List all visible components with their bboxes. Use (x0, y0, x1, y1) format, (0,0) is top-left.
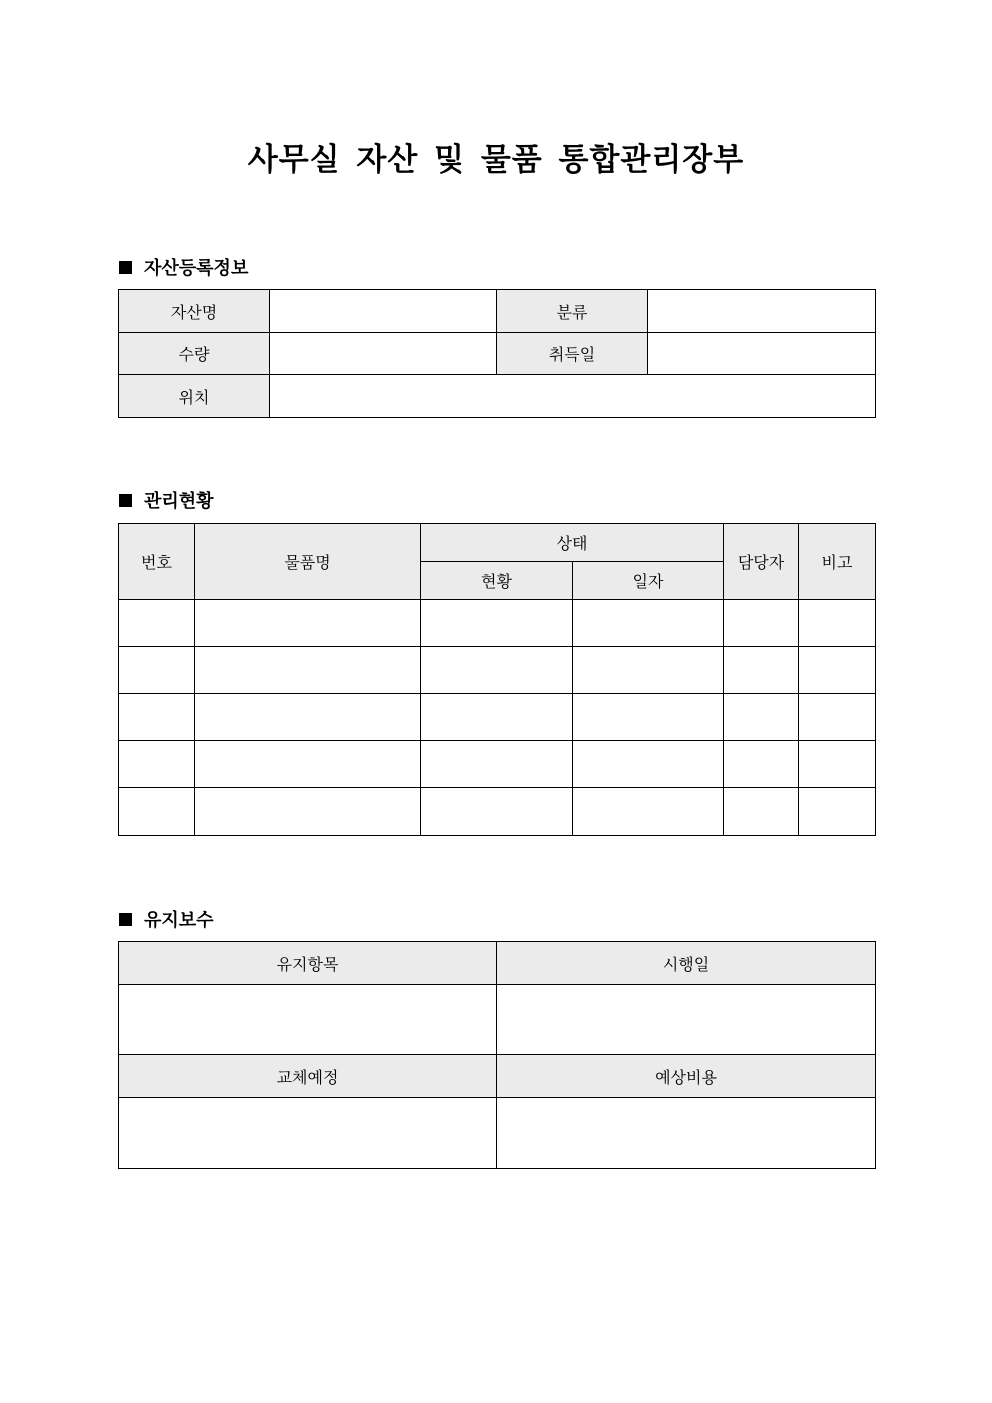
maintenance-table (118, 941, 876, 1169)
cell-current[interactable] (421, 647, 573, 694)
field-acquired-date[interactable] (648, 333, 876, 375)
cell-item-name[interactable] (195, 600, 421, 647)
label-acquired-date: 취득일 (497, 333, 648, 375)
label-estimated-cost: 예상비용 (497, 1055, 876, 1098)
label-quantity: 수량 (119, 333, 270, 375)
cell-number[interactable] (119, 600, 195, 647)
cell-current[interactable] (421, 694, 573, 741)
cell-number[interactable] (119, 788, 195, 836)
square-bullet-icon (119, 261, 132, 274)
cell-item-name[interactable] (195, 741, 421, 788)
cell-item-name[interactable] (195, 788, 421, 836)
cell-remarks[interactable] (799, 647, 876, 694)
cell-manager[interactable] (724, 647, 799, 694)
table-row (119, 600, 876, 647)
cell-manager[interactable] (724, 600, 799, 647)
section-heading-asset-registration (119, 254, 248, 280)
cell-current[interactable] (421, 600, 573, 647)
square-bullet-icon (119, 494, 132, 507)
field-location[interactable] (270, 375, 876, 418)
cell-date[interactable] (573, 647, 724, 694)
cell-date[interactable] (573, 788, 724, 836)
cell-item-name[interactable] (195, 694, 421, 741)
cell-date[interactable] (573, 741, 724, 788)
cell-manager[interactable] (724, 741, 799, 788)
header-manager: 담당자 (724, 524, 799, 600)
field-performed-date[interactable] (497, 985, 876, 1055)
management-status-table (118, 523, 876, 836)
field-asset-name[interactable] (270, 290, 497, 333)
cell-number[interactable] (119, 647, 195, 694)
square-bullet-icon (119, 913, 132, 926)
asset-registration-table (118, 289, 876, 418)
label-location: 위치 (119, 375, 270, 418)
section-heading-label: 자산등록정보 (144, 258, 249, 279)
header-number: 번호 (119, 524, 195, 600)
cell-manager[interactable] (724, 694, 799, 741)
cell-manager[interactable] (724, 788, 799, 836)
cell-remarks[interactable] (799, 788, 876, 836)
field-replacement[interactable] (119, 1098, 497, 1169)
field-maintenance-item[interactable] (119, 985, 497, 1055)
cell-date[interactable] (573, 694, 724, 741)
label-performed-date: 시행일 (497, 942, 876, 985)
page-title: 사무실 자산 및 물품 통합관리장부 (247, 142, 745, 178)
cell-date[interactable] (573, 600, 724, 647)
cell-number[interactable] (119, 694, 195, 741)
label-asset-name: 자산명 (119, 290, 270, 333)
table-row (119, 741, 876, 788)
cell-remarks[interactable] (799, 694, 876, 741)
field-quantity[interactable] (270, 333, 497, 375)
header-state: 상태 (421, 524, 724, 562)
header-remarks: 비고 (799, 524, 876, 600)
table-row (119, 647, 876, 694)
section-heading-label: 관리현황 (144, 491, 214, 512)
header-item-name: 물품명 (195, 524, 421, 600)
label-maintenance-item: 유지항목 (119, 942, 497, 985)
section-heading-label: 유지보수 (144, 910, 214, 931)
cell-item-name[interactable] (195, 647, 421, 694)
cell-remarks[interactable] (799, 741, 876, 788)
label-replacement: 교체예정 (119, 1055, 497, 1098)
field-estimated-cost[interactable] (497, 1098, 876, 1169)
table-row (119, 788, 876, 836)
cell-remarks[interactable] (799, 600, 876, 647)
header-current: 현황 (421, 562, 573, 600)
section-heading-management-status (119, 487, 214, 513)
cell-number[interactable] (119, 741, 195, 788)
table-row (119, 694, 876, 741)
section-heading-maintenance (119, 906, 214, 932)
header-date: 일자 (573, 562, 724, 600)
label-category: 분류 (497, 290, 648, 333)
cell-current[interactable] (421, 741, 573, 788)
field-category[interactable] (648, 290, 876, 333)
cell-current[interactable] (421, 788, 573, 836)
